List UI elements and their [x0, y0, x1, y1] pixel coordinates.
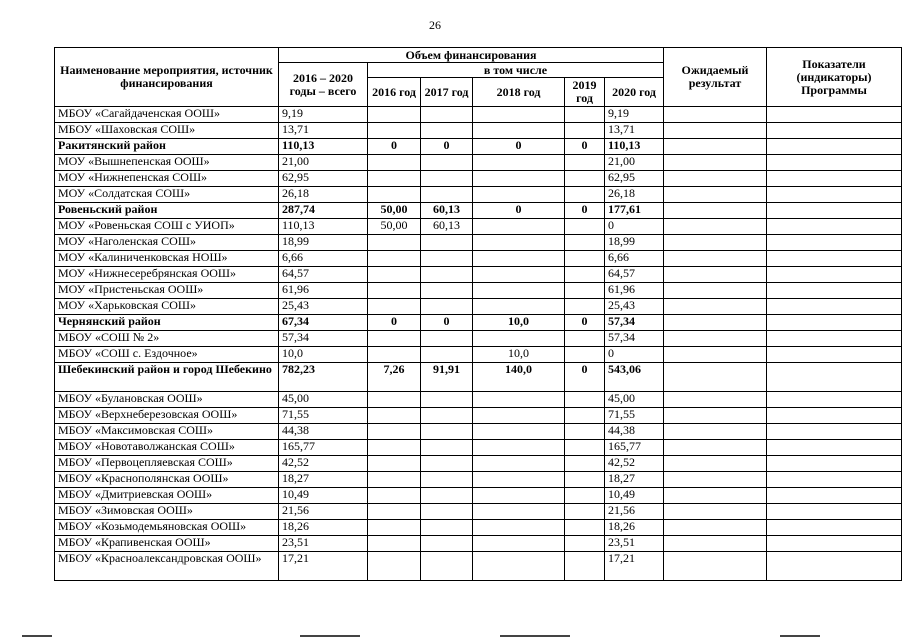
row-total: 44,38 — [279, 424, 368, 440]
district-row — [55, 363, 902, 392]
row-indicators — [767, 440, 902, 456]
row-2018 — [473, 552, 565, 581]
row-2019 — [565, 219, 605, 235]
row-2018: 0 — [473, 139, 565, 155]
row-indicators — [767, 299, 902, 315]
row-total: 18,26 — [279, 520, 368, 536]
row-2017: 91,91 — [421, 363, 473, 392]
school-row — [55, 408, 902, 424]
row-name: МБОУ «Краснополянская ООШ» — [55, 472, 279, 488]
row-indicators — [767, 203, 902, 219]
row-name: МБОУ «СОШ с. Ездочное» — [55, 347, 279, 363]
row-total: 25,43 — [279, 299, 368, 315]
row-indicators — [767, 139, 902, 155]
row-result — [664, 123, 767, 139]
row-2018 — [473, 235, 565, 251]
header-indicators: Показатели (индикаторы) Программы — [767, 48, 902, 107]
row-2017 — [421, 440, 473, 456]
row-name: МБОУ «Первоцепляевская СОШ» — [55, 456, 279, 472]
row-2018: 10,0 — [473, 347, 565, 363]
row-result — [664, 267, 767, 283]
row-2019 — [565, 283, 605, 299]
row-total: 782,23 — [279, 363, 368, 392]
row-2017 — [421, 331, 473, 347]
row-indicators — [767, 219, 902, 235]
row-result — [664, 139, 767, 155]
row-2016: 50,00 — [368, 203, 421, 219]
row-2020: 0 — [605, 347, 664, 363]
row-result — [664, 363, 767, 392]
row-2019: 0 — [565, 315, 605, 331]
scan-artifact — [500, 635, 570, 637]
row-name: МБОУ «Сагайдаченская ООШ» — [55, 107, 279, 123]
row-total: 18,27 — [279, 472, 368, 488]
row-2017: 60,13 — [421, 203, 473, 219]
row-name: Ровеньский район — [55, 203, 279, 219]
row-2017 — [421, 283, 473, 299]
row-2016 — [368, 283, 421, 299]
row-2020: 165,77 — [605, 440, 664, 456]
row-2018 — [473, 267, 565, 283]
row-2016 — [368, 520, 421, 536]
row-2020: 110,13 — [605, 139, 664, 155]
row-result — [664, 424, 767, 440]
row-2017 — [421, 347, 473, 363]
row-indicators — [767, 107, 902, 123]
row-result — [664, 552, 767, 581]
row-2020: 21,56 — [605, 504, 664, 520]
funding-table — [54, 47, 902, 581]
row-2019 — [565, 504, 605, 520]
row-name: МОУ «Калиниченковская НОШ» — [55, 251, 279, 267]
row-2019 — [565, 424, 605, 440]
row-name: МОУ «Солдатская СОШ» — [55, 187, 279, 203]
row-2018 — [473, 392, 565, 408]
row-2018 — [473, 155, 565, 171]
row-2017: 0 — [421, 315, 473, 331]
row-2020: 61,96 — [605, 283, 664, 299]
row-total: 61,96 — [279, 283, 368, 299]
row-total: 6,66 — [279, 251, 368, 267]
row-2019 — [565, 299, 605, 315]
row-2017 — [421, 123, 473, 139]
row-2019 — [565, 331, 605, 347]
row-2018 — [473, 283, 565, 299]
row-2017 — [421, 552, 473, 581]
row-result — [664, 408, 767, 424]
row-indicators — [767, 424, 902, 440]
row-2016: 7,26 — [368, 363, 421, 392]
row-2017 — [421, 424, 473, 440]
row-2019 — [565, 488, 605, 504]
row-indicators — [767, 408, 902, 424]
row-2020: 0 — [605, 219, 664, 235]
row-indicators — [767, 472, 902, 488]
row-indicators — [767, 187, 902, 203]
row-2018 — [473, 331, 565, 347]
row-name: МБОУ «Верхнеберезовская ООШ» — [55, 408, 279, 424]
school-row — [55, 472, 902, 488]
row-total: 62,95 — [279, 171, 368, 187]
row-2019 — [565, 235, 605, 251]
row-2017: 60,13 — [421, 219, 473, 235]
row-2016 — [368, 456, 421, 472]
row-indicators — [767, 267, 902, 283]
row-indicators — [767, 552, 902, 581]
school-row — [55, 171, 902, 187]
row-total: 17,21 — [279, 552, 368, 581]
row-2016 — [368, 488, 421, 504]
row-2018 — [473, 171, 565, 187]
row-indicators — [767, 331, 902, 347]
school-row — [55, 283, 902, 299]
row-name: Шебекинский район и город Шебекино — [55, 363, 279, 392]
header-year-2018: 2018 год — [473, 78, 565, 107]
row-2020: 42,52 — [605, 456, 664, 472]
row-2020: 57,34 — [605, 331, 664, 347]
row-name: МБОУ «СОШ № 2» — [55, 331, 279, 347]
row-2018 — [473, 408, 565, 424]
row-2016: 0 — [368, 315, 421, 331]
row-2019 — [565, 347, 605, 363]
row-2016 — [368, 235, 421, 251]
row-result — [664, 520, 767, 536]
school-row — [55, 267, 902, 283]
row-total: 9,19 — [279, 107, 368, 123]
row-2018 — [473, 536, 565, 552]
row-2017 — [421, 299, 473, 315]
school-row — [55, 187, 902, 203]
row-total: 21,00 — [279, 155, 368, 171]
row-2017 — [421, 504, 473, 520]
row-2017 — [421, 251, 473, 267]
school-row — [55, 456, 902, 472]
row-2016 — [368, 187, 421, 203]
row-2016 — [368, 392, 421, 408]
row-2016 — [368, 536, 421, 552]
row-total: 21,56 — [279, 504, 368, 520]
row-2019 — [565, 187, 605, 203]
row-2016 — [368, 424, 421, 440]
school-row — [55, 219, 902, 235]
row-2020: 13,71 — [605, 123, 664, 139]
row-2018 — [473, 456, 565, 472]
row-name: МБОУ «Шаховская СОШ» — [55, 123, 279, 139]
row-2020: 44,38 — [605, 424, 664, 440]
school-row — [55, 123, 902, 139]
row-2017 — [421, 488, 473, 504]
row-2017 — [421, 155, 473, 171]
district-row — [55, 139, 902, 155]
row-2016 — [368, 299, 421, 315]
row-2018 — [473, 440, 565, 456]
row-2019: 0 — [565, 363, 605, 392]
row-name: МБОУ «Булановская ООШ» — [55, 392, 279, 408]
row-2018 — [473, 520, 565, 536]
school-row — [55, 107, 902, 123]
row-2016 — [368, 408, 421, 424]
row-2020: 18,99 — [605, 235, 664, 251]
school-row — [55, 347, 902, 363]
row-name: МБОУ «Максимовская СОШ» — [55, 424, 279, 440]
school-row — [55, 504, 902, 520]
row-2020: 25,43 — [605, 299, 664, 315]
row-name: МБОУ «Дмитриевская ООШ» — [55, 488, 279, 504]
row-total: 165,77 — [279, 440, 368, 456]
row-result — [664, 488, 767, 504]
row-2018: 140,0 — [473, 363, 565, 392]
row-indicators — [767, 392, 902, 408]
row-indicators — [767, 488, 902, 504]
school-row — [55, 424, 902, 440]
row-2018 — [473, 123, 565, 139]
school-row — [55, 552, 902, 581]
page-number: 26 — [429, 18, 441, 32]
row-total: 45,00 — [279, 392, 368, 408]
row-indicators — [767, 155, 902, 171]
row-2020: 6,66 — [605, 251, 664, 267]
row-2020: 18,26 — [605, 520, 664, 536]
row-2019 — [565, 552, 605, 581]
row-result — [664, 203, 767, 219]
row-2020: 64,57 — [605, 267, 664, 283]
row-2019 — [565, 107, 605, 123]
row-name: МОУ «Харьковская СОШ» — [55, 299, 279, 315]
row-2020: 57,34 — [605, 315, 664, 331]
row-result — [664, 392, 767, 408]
row-name: МОУ «Ровеньская СОШ с УИОП» — [55, 219, 279, 235]
row-2019 — [565, 408, 605, 424]
row-name: МБОУ «Зимовская ООШ» — [55, 504, 279, 520]
row-2018 — [473, 107, 565, 123]
row-total: 71,55 — [279, 408, 368, 424]
row-result — [664, 504, 767, 520]
row-result — [664, 456, 767, 472]
header-name-column: Наименование мероприятия, источник финансирования — [55, 48, 279, 107]
row-result — [664, 315, 767, 331]
row-indicators — [767, 456, 902, 472]
row-total: 110,13 — [279, 139, 368, 155]
row-name: МБОУ «Красноалександровская ООШ» — [55, 552, 279, 581]
row-indicators — [767, 283, 902, 299]
row-result — [664, 472, 767, 488]
row-2018: 0 — [473, 203, 565, 219]
row-2018 — [473, 299, 565, 315]
scan-artifact — [300, 635, 360, 637]
row-total: 64,57 — [279, 267, 368, 283]
row-indicators — [767, 363, 902, 392]
header-year-2019: 2019 год — [565, 78, 605, 107]
row-name: МБОУ «Козьмодемьяновская ООШ» — [55, 520, 279, 536]
row-result — [664, 155, 767, 171]
row-2016: 50,00 — [368, 219, 421, 235]
row-2018 — [473, 488, 565, 504]
row-total: 13,71 — [279, 123, 368, 139]
row-name: МОУ «Пристеньская ООШ» — [55, 283, 279, 299]
table-header — [55, 48, 902, 107]
row-2017 — [421, 472, 473, 488]
scan-artifact — [22, 635, 52, 637]
row-name: Чернянский район — [55, 315, 279, 331]
row-result — [664, 251, 767, 267]
row-2017 — [421, 392, 473, 408]
district-row — [55, 315, 902, 331]
row-2017: 0 — [421, 139, 473, 155]
row-name: МБОУ «Новотаволжанская СОШ» — [55, 440, 279, 456]
district-row — [55, 203, 902, 219]
row-result — [664, 235, 767, 251]
header-total: 2016 – 2020 годы – всего — [279, 63, 368, 107]
row-2019 — [565, 155, 605, 171]
header-including: в том числе — [368, 63, 664, 78]
row-2019: 0 — [565, 203, 605, 219]
table-body — [55, 107, 902, 581]
row-2017 — [421, 536, 473, 552]
row-2016 — [368, 504, 421, 520]
row-2017 — [421, 456, 473, 472]
row-2016 — [368, 171, 421, 187]
row-2019 — [565, 536, 605, 552]
row-2020: 45,00 — [605, 392, 664, 408]
row-2017 — [421, 520, 473, 536]
row-2020: 21,00 — [605, 155, 664, 171]
row-result — [664, 171, 767, 187]
row-2018 — [473, 251, 565, 267]
row-2020: 17,21 — [605, 552, 664, 581]
row-2019 — [565, 520, 605, 536]
row-2020: 26,18 — [605, 187, 664, 203]
row-2017 — [421, 107, 473, 123]
row-result — [664, 536, 767, 552]
row-indicators — [767, 123, 902, 139]
row-2017 — [421, 408, 473, 424]
row-total: 67,34 — [279, 315, 368, 331]
school-row — [55, 488, 902, 504]
row-indicators — [767, 520, 902, 536]
row-2018 — [473, 187, 565, 203]
row-result — [664, 299, 767, 315]
row-name: МОУ «Нижнесеребрянская ООШ» — [55, 267, 279, 283]
row-2016 — [368, 440, 421, 456]
row-2020: 23,51 — [605, 536, 664, 552]
row-total: 18,99 — [279, 235, 368, 251]
row-indicators — [767, 171, 902, 187]
row-total: 10,0 — [279, 347, 368, 363]
row-total: 26,18 — [279, 187, 368, 203]
row-indicators — [767, 536, 902, 552]
row-indicators — [767, 251, 902, 267]
row-total: 287,74 — [279, 203, 368, 219]
row-2016 — [368, 107, 421, 123]
row-2020: 71,55 — [605, 408, 664, 424]
school-row — [55, 251, 902, 267]
header-funding: Объем финансирования — [279, 48, 664, 63]
row-2016 — [368, 123, 421, 139]
row-2019 — [565, 171, 605, 187]
school-row — [55, 299, 902, 315]
header-year-2017: 2017 год — [421, 78, 473, 107]
row-2019 — [565, 267, 605, 283]
row-result — [664, 107, 767, 123]
row-indicators — [767, 504, 902, 520]
row-2016 — [368, 347, 421, 363]
school-row — [55, 392, 902, 408]
row-result — [664, 331, 767, 347]
row-name: Ракитянский район — [55, 139, 279, 155]
row-name: МОУ «Нижнепенская СОШ» — [55, 171, 279, 187]
row-2016 — [368, 155, 421, 171]
row-name: МОУ «Наголенская СОШ» — [55, 235, 279, 251]
row-2019: 0 — [565, 139, 605, 155]
row-result — [664, 440, 767, 456]
row-2020: 18,27 — [605, 472, 664, 488]
row-name: МОУ «Вышнепенская ООШ» — [55, 155, 279, 171]
school-row — [55, 331, 902, 347]
row-2016 — [368, 552, 421, 581]
school-row — [55, 520, 902, 536]
row-2020: 543,06 — [605, 363, 664, 392]
row-2019 — [565, 251, 605, 267]
row-2017 — [421, 187, 473, 203]
row-2020: 62,95 — [605, 171, 664, 187]
row-2020: 177,61 — [605, 203, 664, 219]
row-total: 23,51 — [279, 536, 368, 552]
row-indicators — [767, 315, 902, 331]
row-2019 — [565, 456, 605, 472]
row-total: 57,34 — [279, 331, 368, 347]
row-2017 — [421, 235, 473, 251]
school-row — [55, 235, 902, 251]
row-2016 — [368, 267, 421, 283]
row-result — [664, 283, 767, 299]
school-row — [55, 536, 902, 552]
row-indicators — [767, 347, 902, 363]
row-2018 — [473, 504, 565, 520]
row-total: 42,52 — [279, 456, 368, 472]
school-row — [55, 440, 902, 456]
school-row — [55, 155, 902, 171]
row-2017 — [421, 171, 473, 187]
row-2020: 9,19 — [605, 107, 664, 123]
row-2020: 10,49 — [605, 488, 664, 504]
row-2018: 10,0 — [473, 315, 565, 331]
scan-artifact — [780, 635, 820, 637]
row-2018 — [473, 424, 565, 440]
row-name: МБОУ «Крапивенская ООШ» — [55, 536, 279, 552]
row-2019 — [565, 440, 605, 456]
row-result — [664, 187, 767, 203]
row-2016 — [368, 331, 421, 347]
row-2019 — [565, 472, 605, 488]
header-year-2016: 2016 год — [368, 78, 421, 107]
header-result: Ожидаемый результат — [664, 48, 767, 107]
row-2016: 0 — [368, 139, 421, 155]
header-year-2020: 2020 год — [605, 78, 664, 107]
row-total: 10,49 — [279, 488, 368, 504]
row-2019 — [565, 123, 605, 139]
row-total: 110,13 — [279, 219, 368, 235]
row-result — [664, 347, 767, 363]
row-result — [664, 219, 767, 235]
row-2018 — [473, 472, 565, 488]
row-indicators — [767, 235, 902, 251]
row-2017 — [421, 267, 473, 283]
row-2018 — [473, 219, 565, 235]
row-2019 — [565, 392, 605, 408]
row-2016 — [368, 472, 421, 488]
row-2016 — [368, 251, 421, 267]
